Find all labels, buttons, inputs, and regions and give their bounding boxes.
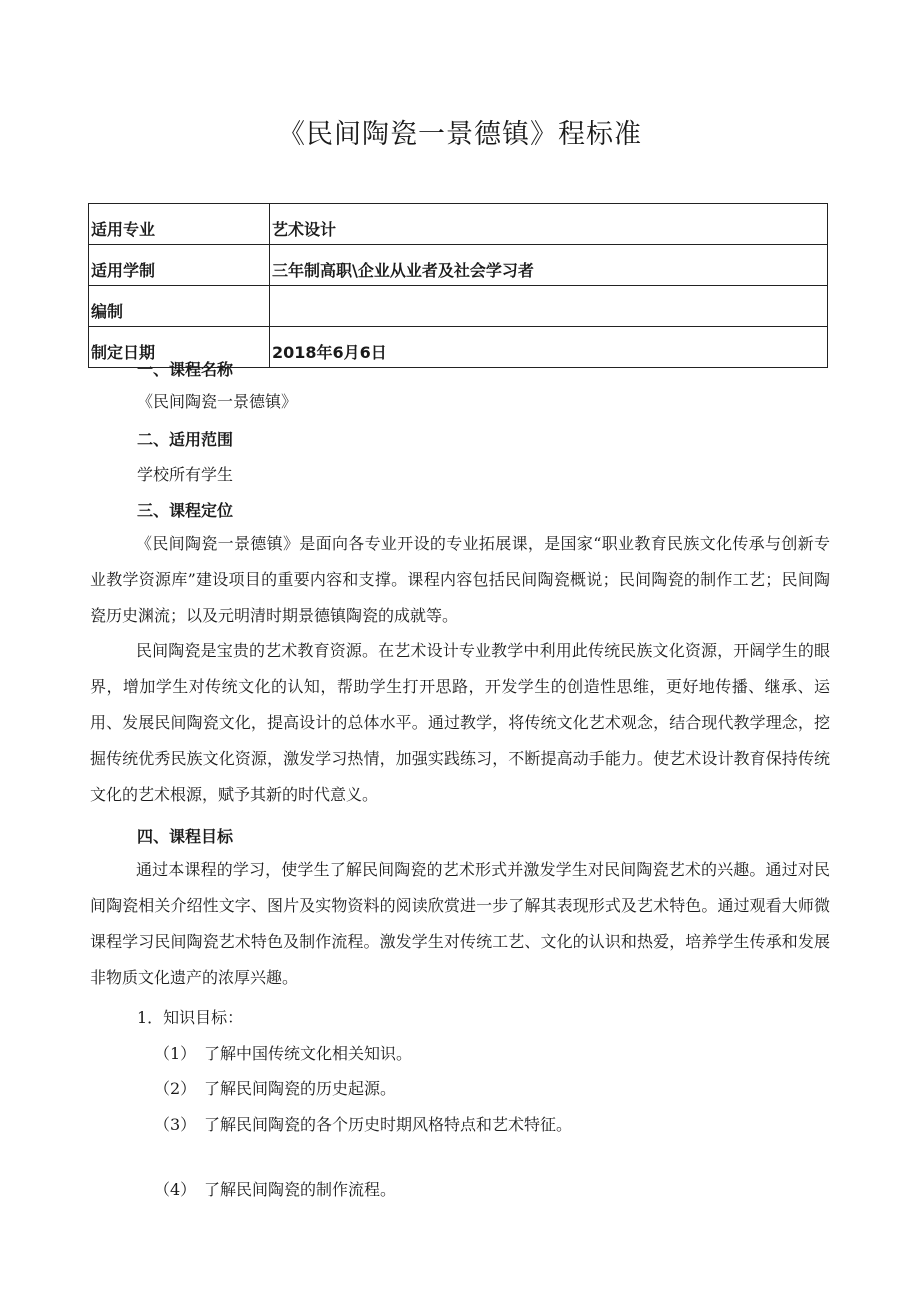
section-heading-objectives: 四、课程目标 xyxy=(137,827,234,846)
row-label-date: 制定日期 xyxy=(89,327,270,368)
list-item xyxy=(154,1041,412,1064)
list-item-number: （2） xyxy=(154,1079,197,1098)
list-item-number: （4） xyxy=(154,1180,197,1199)
table-row xyxy=(89,245,828,286)
list-item xyxy=(154,1177,396,1200)
row-value-date: 2018年6月6日 xyxy=(270,327,828,368)
section-heading-scope: 二、适用范围 xyxy=(137,430,234,449)
row-label-system: 适用学制 xyxy=(89,245,270,286)
row-value-author xyxy=(270,286,828,327)
document-title: 《民间陶瓷一景德镇》程标准 xyxy=(278,119,642,150)
list-item xyxy=(154,1076,396,1099)
list-item-text: 了解民间陶瓷的历史起源。 xyxy=(204,1079,397,1098)
list-item-number: （1） xyxy=(154,1044,197,1063)
objectives-paragraph: 通过本课程的学习，使学生了解民间陶瓷的艺术形式并激发学生对民间陶瓷艺术的兴趣。通过对民间陶瓷相关介绍性文字、图片及实物资料的阅读欣赏进一步了解其表现形式及艺术特色。通过观看大师微课程学习民间陶瓷艺术特色及制作流程。激发学生对传统工艺、文化的认识和热爱，培养学生传承和发展非物质文化遗产的浓厚兴趣。 xyxy=(90,860,830,987)
row-label-author: 编制 xyxy=(89,286,270,327)
scope-text: 学校所有学生 xyxy=(137,465,234,484)
list-item-number: （3） xyxy=(154,1115,197,1134)
section-heading-positioning: 三、课程定位 xyxy=(137,501,234,520)
section-heading-course-name: 一、课程名称 xyxy=(137,360,234,379)
table-row xyxy=(89,286,828,327)
list-item-text: 了解民间陶瓷的制作流程。 xyxy=(204,1180,397,1199)
positioning-paragraph-1: 《民间陶瓷一景德镇》是面向各专业开设的专业拓展课，是国家“职业教育民族文化传承与创新专业教学资源库”建设项目的重要内容和支撑。课程内容包括民间陶瓷概说；民间陶瓷的制作工艺；民间陶瓷历史渊流；以及元明清时期景德镇陶瓷的成就等。 xyxy=(90,534,830,625)
course-name-text: 《民间陶瓷一景德镇》 xyxy=(137,392,298,411)
list-item xyxy=(154,1112,572,1135)
row-value-system: 三年制高职\企业从业者及社会学习者 xyxy=(270,245,828,286)
list-item-text: 了解中国传统文化相关知识。 xyxy=(204,1044,413,1063)
table-row xyxy=(89,204,828,245)
knowledge-objectives-heading: 1．知识目标： xyxy=(137,1008,244,1027)
course-info-table xyxy=(88,203,828,368)
row-value-major: 艺术设计 xyxy=(270,204,828,245)
positioning-paragraph-2: 民间陶瓷是宝贵的艺术教育资源。在艺术设计专业教学中利用此传统民族文化资源，开阔学生的眼界，增加学生对传统文化的认知，帮助学生打开思路，开发学生的创造性思维，更好地传播、继承、运用、发展民间陶瓷文化，提高设计的总体水平。通过教学，将传统文化艺术观念，结合现代教学理念，挖掘传统优秀民族文化资源，激发学习热情，加强实践练习，不断提高动手能力。使艺术设计教育保持传统文化的艺术根源，赋予其新的时代意义。 xyxy=(90,641,830,804)
list-item-text: 了解民间陶瓷的各个历史时期风格特点和艺术特征。 xyxy=(204,1115,573,1134)
row-label-major: 适用专业 xyxy=(89,204,270,245)
